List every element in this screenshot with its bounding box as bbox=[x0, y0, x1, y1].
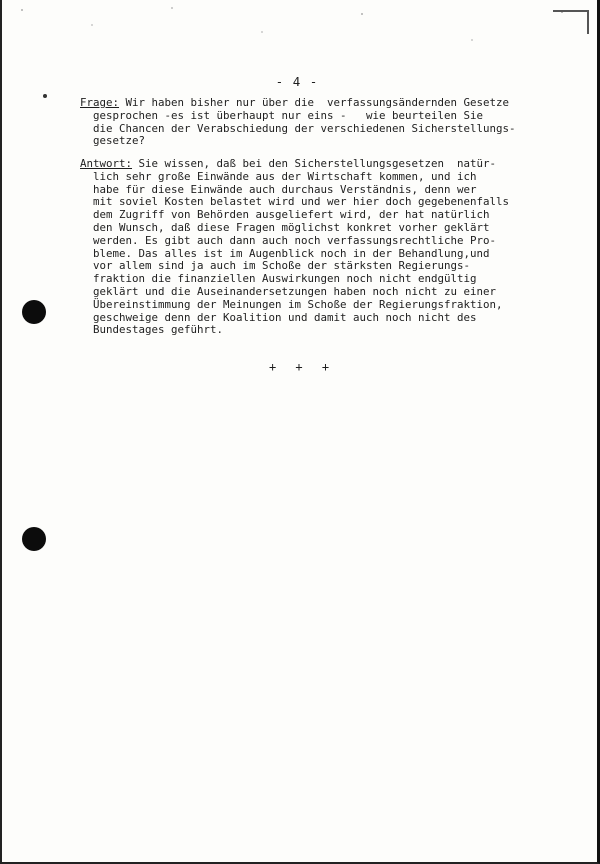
answer-line: vor allem sind ja auch im Schoße der stärksten Regierungs- bbox=[80, 259, 471, 273]
answer-label: Antwort: bbox=[80, 157, 133, 170]
answer-line: bleme. Das alles ist im Augenblick noch in der Behandlung,und bbox=[80, 246, 490, 260]
section-separator: + + + bbox=[268, 360, 336, 374]
answer-line: lich sehr große Einwände aus der Wirtschaft kommen, und ich bbox=[80, 169, 477, 183]
scan-noise bbox=[2, 0, 600, 60]
answer-line: habe für diese Einwände auch durchaus Verständnis, denn wer bbox=[80, 182, 477, 196]
answer-line: Bundestages geführt. bbox=[80, 323, 224, 337]
answer-first-line bbox=[80, 158, 552, 171]
punch-hole-bottom bbox=[22, 527, 46, 551]
answer-line: mit soviel Kosten belastet wird und wer hier doch gegebenenfalls bbox=[80, 195, 510, 209]
answer-block bbox=[80, 158, 552, 337]
question-line: gesetze? bbox=[80, 134, 146, 148]
answer-line: den Wunsch, daß diese Fragen möglichst konkret vorher geklärt bbox=[80, 220, 490, 234]
answer-line: Übereinstimmung der Meinungen im Schoße der Regierungsfraktion, bbox=[80, 297, 503, 311]
answer-line: fraktion die finanziellen Auswirkungen noch nicht endgültig bbox=[80, 272, 477, 286]
question-line: gesprochen -es ist überhaupt nur eins - wie beurteilen Sie bbox=[80, 108, 484, 122]
punch-hole-top bbox=[22, 300, 46, 324]
answer-line: werden. Es gibt auch dann auch noch verfassungsrechtliche Pro- bbox=[80, 233, 497, 247]
page-number: - 4 - bbox=[275, 74, 319, 89]
answer-text-line: Sie wissen, daß bei den Sicherstellungsgesetzen natür- bbox=[132, 157, 497, 170]
question-block bbox=[80, 97, 552, 148]
question-label: Frage: bbox=[80, 96, 120, 109]
question-first-line bbox=[80, 97, 552, 110]
question-text-line: Wir haben bisher nur über die verfassungsändernden Gesetze bbox=[119, 96, 510, 109]
answer-line: dem Zugriff von Behörden ausgeliefert wird, der hat natürlich bbox=[80, 208, 490, 222]
scan-speck bbox=[43, 94, 47, 98]
answer-line: geklärt und die Auseinandersetzungen haben noch nicht zu einer bbox=[80, 284, 497, 298]
question-line: die Chancen der Verabschiedung der verschiedenen Sicherstellungs- bbox=[80, 121, 516, 135]
scan-corner-mark bbox=[553, 10, 589, 34]
answer-line: geschweige denn der Koalition und damit auch noch nicht des bbox=[80, 310, 477, 324]
